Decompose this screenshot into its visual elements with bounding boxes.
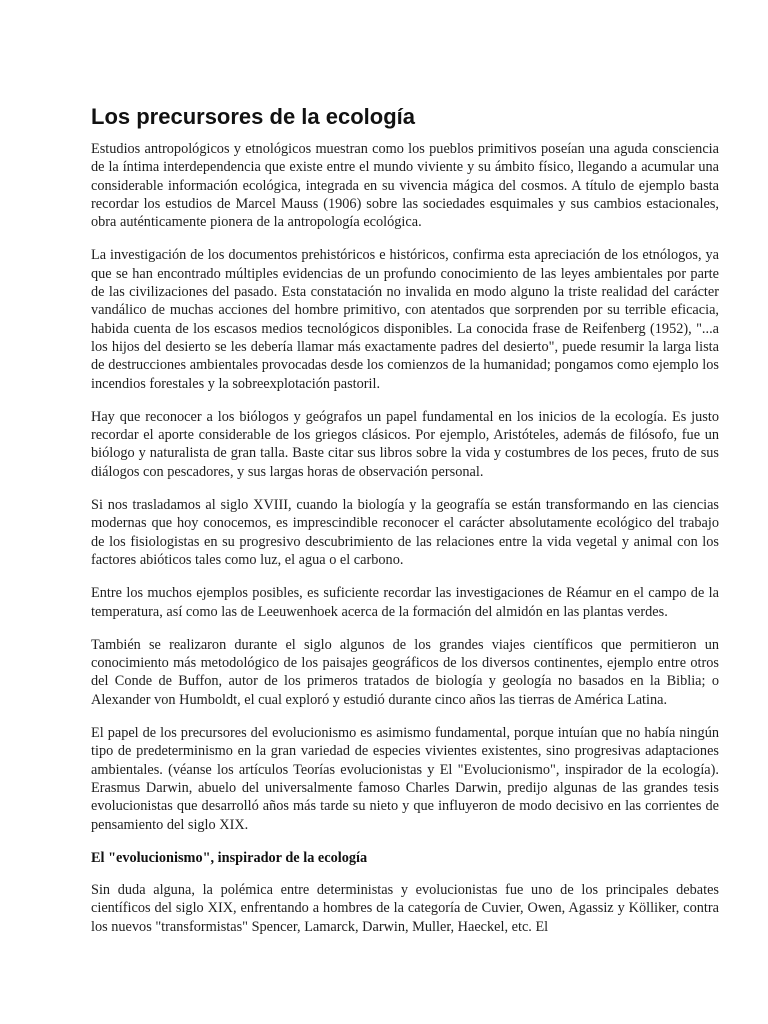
paragraph-6: También se realizaron durante el siglo algunos de los grandes viajes científicos que permitieron un conocimiento más metodológico de los paisajes geográficos de los diversos continentes, ejemplo entre otros del Conde de Buffon, autor de los primeros tratados de biología y geología no basados en la Biblia; o Alexander von Humboldt, el cual exploró y estudió durante cinco años las tierras de América Latina. [91, 636, 719, 708]
paragraph-2: La investigación de los documentos prehistóricos e históricos, confirma esta apreciación de los etnólogos, ya que se han encontrado múltiples evidencias de un profundo conocimiento de las leyes ambientales por parte de las civilizaciones del pasado. Esta constatación no invalida en modo alguno la triste realidad del carácter vandálico de muchas acciones del hombre primitivo, con atentados que sorprenden por su terrible eficacia, habida cuenta de los escasos medios tecnológicos disponibles. La conocida frase de Reifenberg (1952), "...a los hijos del desierto se les debería llamar más exactamente padres del desierto", puede resumir la larga lista de destrucciones ambientales provocadas desde los comienzos de la humanidad; pongamos como ejemplo los incendios forestales y la sobreexplotación pastoril. [91, 247, 719, 392]
closing-paragraph: Sin duda alguna, la polémica entre deterministas y evolucionistas fue uno de los principales debates científicos del siglo XIX, enfrentando a hombres de la categoría de Cuvier, Owen, Agassiz y Kölliker, contra los nuevos "transformistas" Spencer, Lamarck, Darwin, Muller, Haeckel, etc. El [91, 882, 719, 935]
page-title: Los precursores de la ecología [91, 104, 416, 129]
paragraph-3: Hay que reconocer a los biólogos y geógrafos un papel fundamental en los inicios de la ecología. Es justo recordar el aporte considerable de los griegos clásicos. Por ejemplo, Aristóteles, además de filósofo, fue un biólogo y naturalista de gran talla. Baste citar sus libros sobre la vida y costumbres de los peces, fruto de sus diálogos con pescadores, y sus largas horas de observación personal. [91, 408, 719, 480]
paragraph-4: Si nos trasladamos al siglo XVIII, cuando la biología y la geografía se están transformando en las ciencias modernas que hoy conocemos, es imprescindible reconocer el carácter absolutamente ecológico del trabajo de los fisiologistas en su progresivo descubrimiento de las relaciones entre la vida vegetal y animal con los factores abióticos tales como luz, el agua o el carbono. [91, 497, 719, 568]
paragraph-5: Entre los muchos ejemplos posibles, es suficiente recordar las investigaciones de Réamur en el campo de la temperatura, así como las de Leeuwenhoek acerca de la formación del almidón en las plantas verdes. [91, 585, 719, 620]
paragraph-7: El papel de los precursores del evolucionismo es asimismo fundamental, porque intuían que no había ningún tipo de predeterminismo en la gran variedad de especies vivientes existentes, sino progresivas adaptaciones ambientales. (véanse los artículos Teorías evolucionistas y El "Evolucionismo", inspirador de la ecología). Erasmus Darwin, abuelo del universalmente famoso Charles Darwin, predijo algunas de las grandes tesis evolucionistas que desarrolló años más tarde su nieto y que influyeron de modo decisivo en las corrientes de pensamiento del siglo XIX. [91, 725, 719, 833]
section-subheading: El "evolucionismo", inspirador de la ecología [91, 849, 368, 866]
paragraph-1: Estudios antropológicos y etnológicos muestran como los pueblos primitivos poseían una aguda consciencia de la íntima interdependencia que existe entre el mundo viviente y su ámbito físico, llegando a acumular una considerable información ecológica, integrada en su vivencia mágica del cosmos. A título de ejemplo basta recordar los estudios de Marcel Mauss (1906) sobre las sociedades esquimales y sus cambios estacionales, obra auténticamente pionera de la antropología ecológica. [91, 141, 719, 231]
